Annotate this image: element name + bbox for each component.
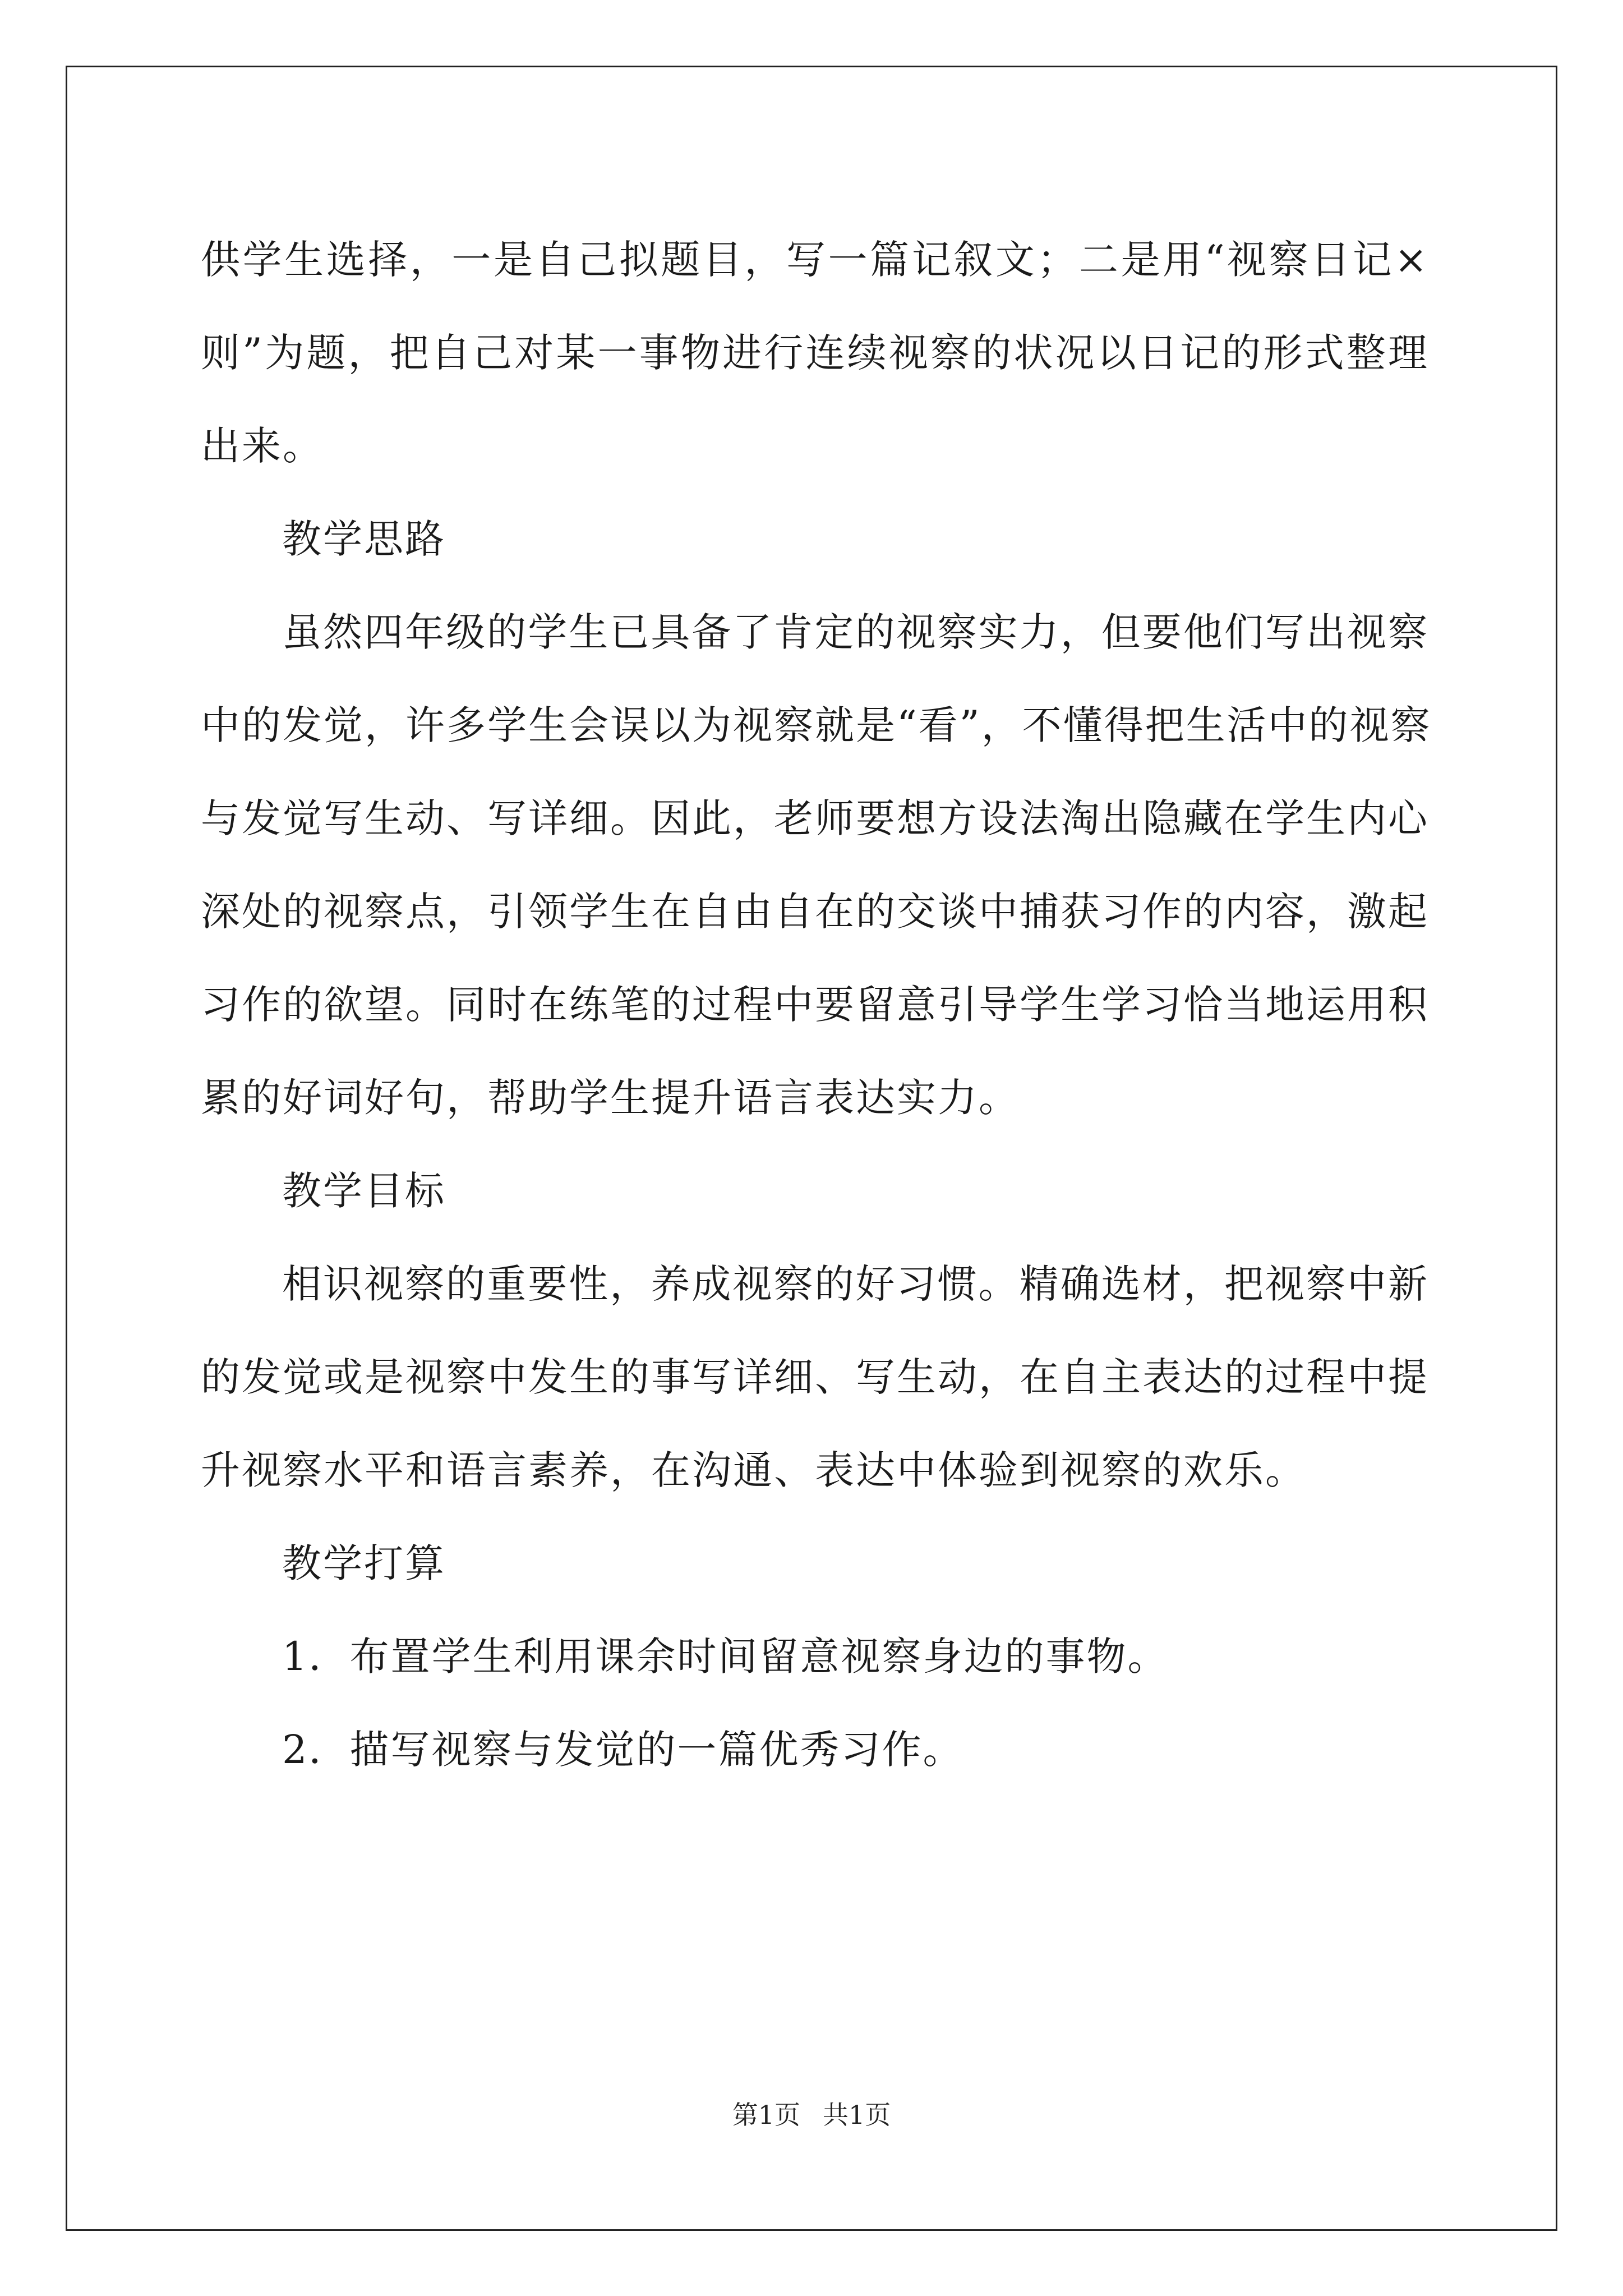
document-body (201, 213, 1432, 1796)
section-heading-teaching-approach: 教学思路 (282, 516, 446, 562)
paragraph-line: 习作的欲望。同时在练笔的过程中要留意引导学生学习恰当地运用积 (201, 982, 1429, 1028)
paragraph-line: 则”为题，把自己对某一事物进行连续视察的状况以日记的形式整理 (201, 330, 1429, 376)
paragraph-line: 的发觉或是视察中发生的事写详细、写生动，在自主表达的过程中提 (201, 1354, 1429, 1400)
page-number: 第1页 (732, 2100, 800, 2130)
paragraph-line: 中的发觉，许多学生会误以为视察就是“看”，不懂得把生活中的视察 (201, 702, 1432, 748)
paragraph-line: 升视察水平和语言素养，在沟通、表达中体验到视察的欢乐。 (201, 1447, 1306, 1493)
paragraph-line: 供学生选择，一是自己拟题目，写一篇记叙文；二是用“视察日记× (201, 237, 1429, 283)
paragraph-line: 相识视察的重要性，养成视察的好习惯。精确选材，把视察中新 (282, 1261, 1429, 1307)
page-total: 共1页 (823, 2100, 891, 2130)
section-heading-teaching-preparation: 教学打算 (282, 1540, 446, 1586)
paragraph-line: 与发觉写生动、写详细。因此，老师要想方设法淘出隐藏在学生内心 (201, 795, 1429, 841)
section-heading-teaching-goals: 教学目标 (282, 1168, 446, 1214)
page-footer (0, 2098, 1623, 2132)
paragraph-line: 出来。 (201, 423, 324, 469)
list-item: 2．描写视察与发觉的一篇优秀习作。 (282, 1727, 964, 1773)
paragraph-line: 深处的视察点，引领学生在自由自在的交谈中捕获习作的内容，激起 (201, 889, 1429, 935)
paragraph-line: 虽然四年级的学生已具备了肯定的视察实力，但要他们写出视察 (282, 609, 1429, 655)
list-item: 1．布置学生利用课余时间留意视察身边的事物。 (282, 1634, 1169, 1680)
paragraph-line: 累的好词好句，帮助学生提升语言表达实力。 (201, 1075, 1020, 1121)
